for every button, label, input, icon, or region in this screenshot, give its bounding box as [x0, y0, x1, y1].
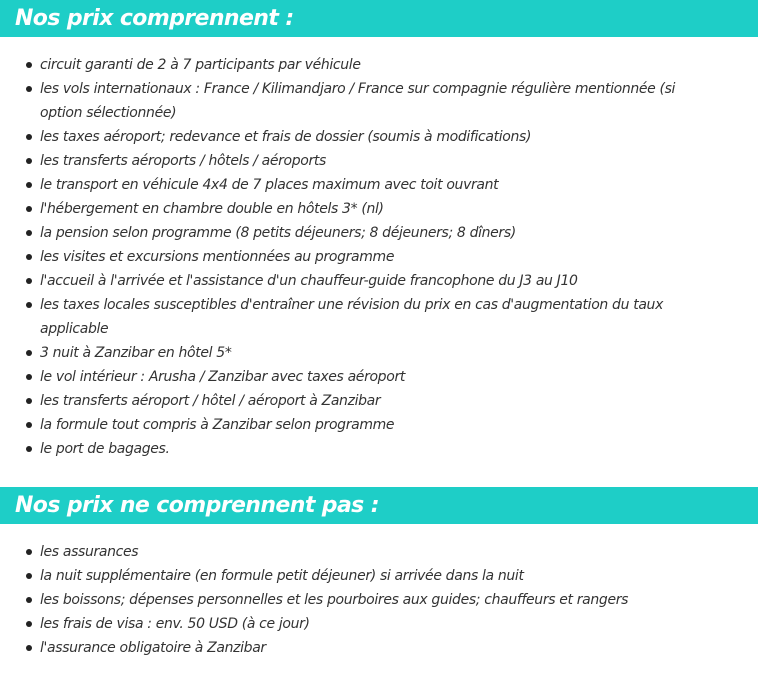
list-item: les assurances	[0, 540, 740, 564]
list-item: les transferts aéroports / hôtels / aéroports	[0, 149, 740, 173]
list-item: les taxes aéroport; redevance et frais de dossier (soumis à modifications)	[0, 125, 740, 149]
list-item: le port de bagages.	[0, 437, 740, 461]
excluded-section-title: Nos prix ne comprennent pas :	[0, 487, 758, 524]
list-item: les frais de visa : env. 50 USD (à ce jour)	[0, 612, 740, 636]
list-item: les transferts aéroport / hôtel / aéroport à Zanzibar	[0, 389, 740, 413]
included-list	[0, 53, 740, 461]
list-item: 3 nuit à Zanzibar en hôtel 5*	[0, 341, 740, 365]
list-item: les boissons; dépenses personnelles et les pourboires aux guides; chauffeurs et rangers	[0, 588, 740, 612]
list-item: la pension selon programme (8 petits déjeuners; 8 déjeuners; 8 dîners)	[0, 221, 740, 245]
list-item: le vol intérieur : Arusha / Zanzibar avec taxes aéroport	[0, 365, 740, 389]
included-section-title: Nos prix comprennent :	[0, 0, 758, 37]
list-item: les visites et excursions mentionnées au programme	[0, 245, 740, 269]
list-item: l'hébergement en chambre double en hôtels 3* (nl)	[0, 197, 740, 221]
list-item: l'accueil à l'arrivée et l'assistance d'un chauffeur-guide francophone du J3 au J10	[0, 269, 740, 293]
list-item: circuit garanti de 2 à 7 participants par véhicule	[0, 53, 740, 77]
list-item: l'assurance obligatoire à Zanzibar	[0, 636, 740, 660]
list-item: la formule tout compris à Zanzibar selon programme	[0, 413, 740, 437]
excluded-list	[0, 540, 740, 660]
list-item: les vols internationaux : France / Kilimandjaro / France sur compagnie régulière mentionnée (si option sélectionnée)	[0, 77, 740, 125]
list-item: la nuit supplémentaire (en formule petit déjeuner) si arrivée dans la nuit	[0, 564, 740, 588]
list-item: le transport en véhicule 4x4 de 7 places maximum avec toit ouvrant	[0, 173, 740, 197]
list-item: les taxes locales susceptibles d'entraîner une révision du prix en cas d'augmentation du taux applicable	[0, 293, 740, 341]
